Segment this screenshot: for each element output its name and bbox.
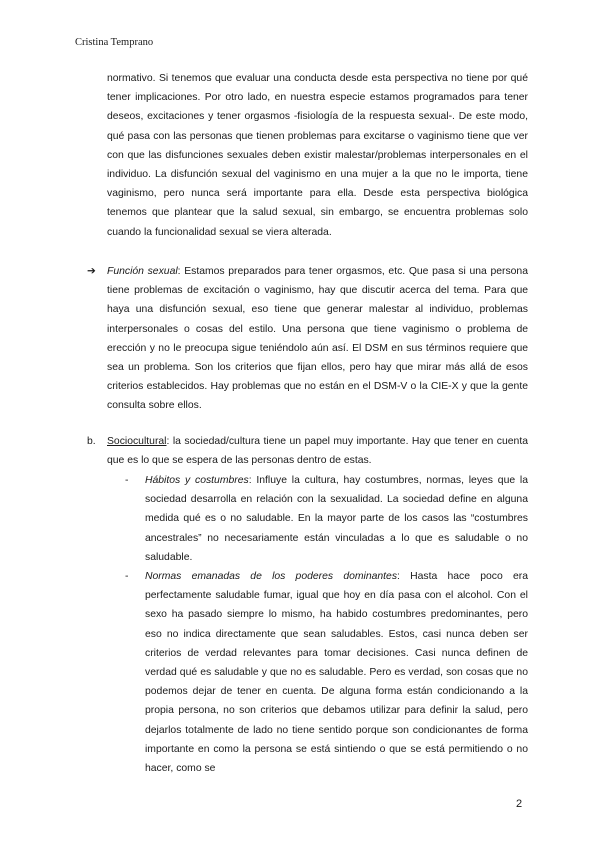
- normas-term: Normas emanadas de los poderes dominantes: [145, 571, 398, 582]
- page-header-author: Cristina Temprano: [75, 37, 154, 48]
- intro-text: normativo. Si tenemos que evaluar una conducta desde esta perspectiva no tiene por qué tener implicaciones. Por otro lado, en nuestra especie estamos programados para tener deseos, excitaciones y tener orgasmos -fisiología de la respuesta sexual-. De este modo, qué pasa con las personas que tienen problemas para excitarse o vaginismo tiene que ver con que las disfunciones sexuales deben existir malestar/problemas interpersonales en el individuo. La disfunción sexual del vaginismo en una mujer a la que no le importa, tiene vaginismo, pero nunca será importante para ella. Desde esta perspectiva biológica tenemos que plantear que la salud sexual, sin embargo, se encuentra problemas solo cuando la funcionalidad sexual se viera alterada.: [107, 73, 528, 238]
- funcion-sexual-item: [87, 262, 528, 416]
- habitos-paragraph: [145, 471, 528, 567]
- intro-paragraph: [107, 69, 528, 242]
- habitos-text: : Influye la cultura, hay costumbres, normas, leyes que la sociedad desarrolla en relación con la sexualidad. La sociedad define en alguna medida qué es o no saludable. En la mayor parte de los casos las “costumbres ancestrales” no necesariamente están vinculadas a lo que es saludable o no saludable.: [145, 475, 528, 563]
- funcion-sexual-text: : Estamos preparados para tener orgasmos, etc. Que pasa si una persona tiene problemas de excitación o vaginismo, hay que discutir acerca del tema. Para que haya una disfunción sexual, eso tiene que generar malestar al individuo, problemas interpersonales o cosas del estilo. Una persona que tiene vaginismo o problema de erección y no le preocupa sigue teniéndolo aún así. El DSM en sus términos requiere que sea un problema. Son los criterios que fijan ellos, pero hay que mirar más allá de esos criterios establecidos. Hay problemas que no están en el DSM-V o la CIE-X y que la gente consulta sobre ellos.: [107, 266, 528, 412]
- dash-bullet-icon: -: [125, 571, 129, 582]
- dash-bullet-icon: -: [125, 475, 129, 486]
- habitos-term: Hábitos y costumbres: [145, 475, 249, 486]
- sociocultural-term: Sociocultural: [107, 436, 167, 447]
- normas-paragraph: [145, 567, 528, 778]
- funcion-sexual-term: Función sexual: [107, 266, 178, 277]
- list-marker-b: b.: [87, 436, 96, 447]
- arrow-bullet-icon: ➔: [87, 266, 96, 277]
- funcion-sexual-paragraph: [107, 262, 528, 416]
- sub-item-habitos: [125, 471, 528, 567]
- sociocultural-item: [87, 432, 528, 470]
- sociocultural-paragraph: [107, 432, 528, 470]
- sub-item-normas: [125, 567, 528, 778]
- normas-text: : Hasta hace poco era perfectamente saludable fumar, igual que hoy en día pasa con el alcohol. Con el sexo ha pasado siempre lo mismo, ha habido costumbres predominantes, pero eso no indica directamente que sean saludables. Estos, casi nunca deben ser criterios de verdad relevantes para tomar decisiones. Casi nunca definen de verdad qué es saludable y que no es saludable. Pero es verdad, son cosas que no podemos dejar de tener en cuenta. De alguna forma están condicionando a la propia persona, no son criterios que debamos utilizar para definir la salud, pero dejarlos totalmente de lado no tiene sentido porque son condicionantes de forma importante en como la persona se está sintiendo o que se está permitiendo o no hacer, como se: [145, 571, 528, 775]
- page-number: 2: [516, 798, 523, 810]
- sociocultural-text: : la sociedad/cultura tiene un papel muy importante. Hay que tener en cuenta que es lo que se espera de las personas dentro de estas.: [107, 436, 528, 467]
